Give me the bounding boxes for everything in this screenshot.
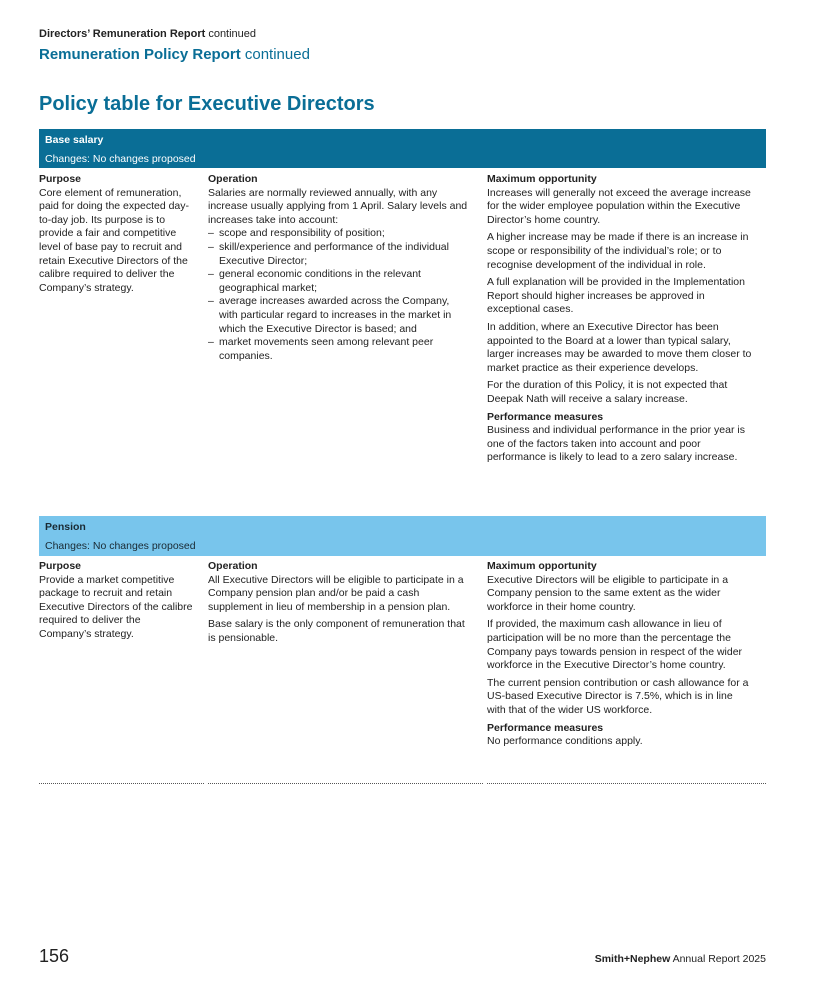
operation-heading: Operation xyxy=(208,173,258,185)
table-divider xyxy=(487,783,766,784)
running-header-section xyxy=(39,28,256,40)
purpose-heading: Purpose xyxy=(39,173,82,185)
section-changes: Changes: No changes proposed xyxy=(45,540,196,552)
operation-paragraph: Base salary is the only component of remuneration that is pensionable. xyxy=(208,618,465,644)
performance-heading: Performance measures xyxy=(487,721,604,734)
maximum-paragraph: Executive Directors will be eligible to participate in a Company pension to the same extent as the wider workforce in their home country. xyxy=(487,573,729,613)
page-title: Policy table for Executive Directors xyxy=(39,93,375,115)
maximum-paragraph: The current pension contribution or cash allowance for a US-based Executive Director is 7.5%, which is in line with that of the wider US workforce. xyxy=(487,676,749,716)
section-changes: Changes: No changes proposed xyxy=(45,153,196,165)
performance-text: Business and individual performance in the prior year is one of the factors taken into account and poor performance is likely to lead to a zero salary increase. xyxy=(487,424,745,464)
subsection-continued: continued xyxy=(240,46,310,63)
subsection-name: Remuneration Policy Report xyxy=(39,46,241,63)
purpose-text: Provide a market competitive package to recruit and retain Executive Directors of the calibre required to deliver the Company’s strategy. xyxy=(39,573,193,640)
operation-bullet: – market movements seen among relevant peer companies. xyxy=(208,336,470,363)
performance-text: No performance conditions apply. xyxy=(487,735,643,748)
pension-band xyxy=(39,516,766,556)
operation-bullet: – scope and responsibility of position; xyxy=(208,227,470,241)
section-title: Base salary xyxy=(45,134,104,146)
operation-bullet: – average increases awarded across the Company, with particular regard to increases in the market in which the Executive Director is based; and xyxy=(208,295,470,336)
base-salary-operation xyxy=(208,173,470,363)
brand-name: Smith+Nephew xyxy=(594,953,671,965)
page-number: 156 xyxy=(39,946,70,966)
maximum-paragraph: A higher increase may be made if there is an increase in scope or responsibility of the individual’s role; or to recognise development of the individual in role. xyxy=(487,231,749,271)
table-divider xyxy=(208,783,483,784)
section-title: Pension xyxy=(45,521,86,533)
base-salary-band xyxy=(39,129,766,168)
base-salary-purpose xyxy=(39,173,195,295)
purpose-text: Core element of remuneration, paid for doing the expected day-to-day job. Its purpose is to provide a fair and competitive level of base pay to recruit and retain Executive Directors of the calibre required to deliver the Company’s strategy. xyxy=(39,186,190,294)
maximum-paragraph: If provided, the maximum cash allowance in lieu of participation will be no more than the percentage the Company pays towards pension in respect of the wider workforce in the Executive Director’s home country. xyxy=(487,618,743,672)
operation-intro: Salaries are normally reviewed annually, with any increase usually applying from 1 April. Salary levels and increases take into account: xyxy=(208,186,468,226)
performance-heading: Performance measures xyxy=(487,410,604,423)
maximum-paragraph: In addition, where an Executive Director has been appointed to the Board at a lower than typical salary, larger increases may be awarded to move them closer to market practice as their experience develops. xyxy=(487,320,752,374)
operation-paragraph: All Executive Directors will be eligible to participate in a Company pension plan and/or be paid a cash supplement in lieu of membership in a pension plan. xyxy=(208,573,464,613)
operation-list xyxy=(208,227,470,363)
report-name: Annual Report 2025 xyxy=(670,953,766,965)
table-divider xyxy=(39,783,204,784)
purpose-heading: Purpose xyxy=(39,560,82,572)
operation-bullet: – skill/experience and performance of the individual Executive Director; xyxy=(208,241,470,268)
section-continued: continued xyxy=(205,28,257,40)
pension-purpose xyxy=(39,560,195,642)
maximum-paragraph: A full explanation will be provided in the Implementation Report should higher increases be approved in exceptional cases. xyxy=(487,276,745,316)
maximum-paragraph: Increases will generally not exceed the average increase for the wider employee population within the Executive Director’s home country. xyxy=(487,186,751,226)
base-salary-maximum xyxy=(487,173,752,465)
footer-report-title xyxy=(595,953,766,965)
maximum-heading: Maximum opportunity xyxy=(487,173,597,185)
section-name: Directors’ Remuneration Report xyxy=(39,28,206,40)
operation-heading: Operation xyxy=(208,560,258,572)
operation-bullet: – general economic conditions in the relevant geographical market; xyxy=(208,268,470,295)
pension-operation xyxy=(208,560,470,650)
maximum-heading: Maximum opportunity xyxy=(487,560,597,572)
running-header-subsection xyxy=(39,46,310,63)
pension-maximum xyxy=(487,560,752,749)
maximum-paragraph: For the duration of this Policy, it is not expected that Deepak Nath will receive a salary increase. xyxy=(487,379,728,405)
